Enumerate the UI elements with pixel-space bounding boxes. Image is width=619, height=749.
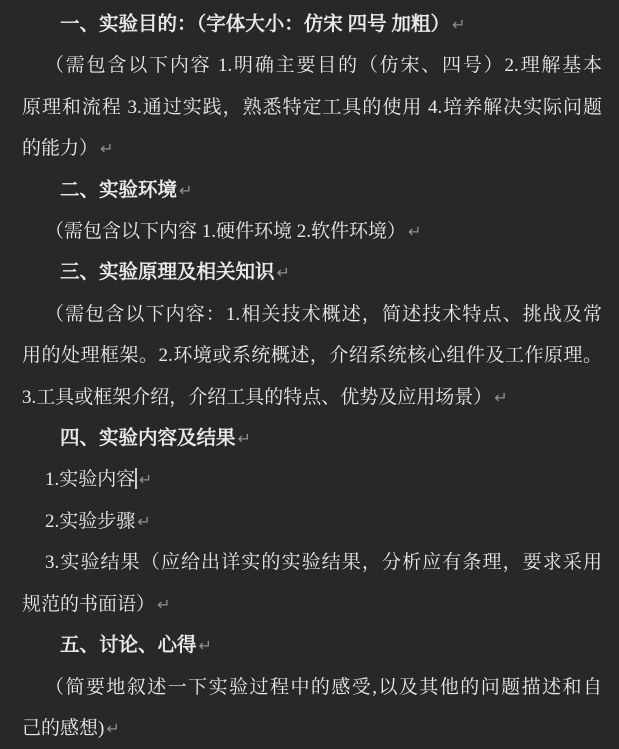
paragraph-mark-icon: ↵	[276, 263, 290, 283]
body-paragraph	[22, 294, 602, 418]
text-line	[22, 294, 602, 335]
heading-paragraph	[22, 418, 602, 459]
body-paragraph	[22, 459, 602, 500]
line-text: 1.实验内容	[45, 469, 136, 491]
body-paragraph	[22, 211, 602, 252]
text-line	[22, 418, 602, 459]
text-line	[22, 625, 602, 666]
paragraph-mark-icon: ↵	[106, 718, 120, 738]
paragraph-mark-icon: ↵	[100, 139, 114, 159]
line-text: 用的处理框架。2.环境或系统概述，介绍系统核心组件及工作原理。	[22, 345, 602, 367]
line-text: 原理和流程 3.通过实践，熟悉特定工具的使用 4.培养解决实际问题	[22, 96, 602, 118]
text-line	[22, 45, 602, 86]
text-line	[22, 708, 602, 749]
text-line	[22, 252, 602, 293]
paragraph-mark-icon: ↵	[138, 470, 153, 490]
text-line	[22, 4, 602, 45]
heading-paragraph	[22, 4, 602, 45]
paragraph-mark-icon: ↵	[179, 180, 193, 200]
text-line	[22, 459, 602, 500]
text-line	[22, 170, 602, 211]
line-text: （需包含以下内容 1.明确主要目的（仿宋、四号）2.理解基本	[45, 55, 602, 77]
text-line	[22, 128, 602, 169]
line-text: （需包含以下内容：1.相关技术概述，简述技术特点、挑战及常	[45, 303, 602, 325]
heading-paragraph	[22, 252, 602, 293]
paragraph-mark-icon: ↵	[237, 429, 251, 449]
line-text: 2.实验步骤	[45, 510, 136, 532]
text-line	[22, 377, 602, 418]
line-text: 四、实验内容及结果	[60, 428, 236, 450]
paragraph-mark-icon: ↵	[408, 222, 422, 242]
heading-paragraph	[22, 625, 602, 666]
body-paragraph	[22, 45, 602, 169]
body-paragraph	[22, 542, 602, 625]
line-text: 3.工具或框架介绍，介绍工具的特点、优势及应用场景）	[22, 386, 493, 408]
heading-paragraph	[22, 170, 602, 211]
text-cursor	[135, 468, 137, 489]
line-text: 一、实验目的：（字体大小：仿宋 四号 加粗）	[60, 14, 451, 35]
line-text: 五、讨论、心得	[60, 635, 197, 657]
line-text: （需包含以下内容 1.硬件环境 2.软件环境）	[45, 221, 407, 243]
line-text: （简要地叙述一下实验过程中的感受,以及其他的问题描述和自	[45, 676, 602, 698]
line-text: 二、实验环境	[60, 179, 178, 201]
paragraph-mark-icon: ↵	[494, 387, 508, 407]
body-paragraph	[22, 501, 602, 542]
text-line	[22, 501, 602, 542]
paragraph-mark-icon: ↵	[452, 15, 466, 34]
paragraph-mark-icon: ↵	[137, 511, 151, 531]
paragraph-mark-icon: ↵	[198, 636, 212, 656]
body-paragraph	[22, 667, 602, 749]
text-line	[22, 335, 602, 376]
line-text: 的能力）	[22, 138, 99, 160]
text-line	[22, 584, 602, 625]
text-line	[22, 542, 602, 583]
text-line	[22, 87, 602, 128]
line-text: 规范的书面语）	[22, 593, 156, 615]
line-text: 3.实验结果（应给出详实的实验结果，分析应有条理，要求采用	[45, 552, 602, 574]
text-line	[22, 667, 602, 708]
line-text: 三、实验原理及相关知识	[60, 262, 275, 284]
document-content	[22, 4, 602, 749]
paragraph-mark-icon: ↵	[157, 594, 171, 614]
text-line	[22, 211, 602, 252]
line-text: 己的感想)	[22, 717, 105, 739]
